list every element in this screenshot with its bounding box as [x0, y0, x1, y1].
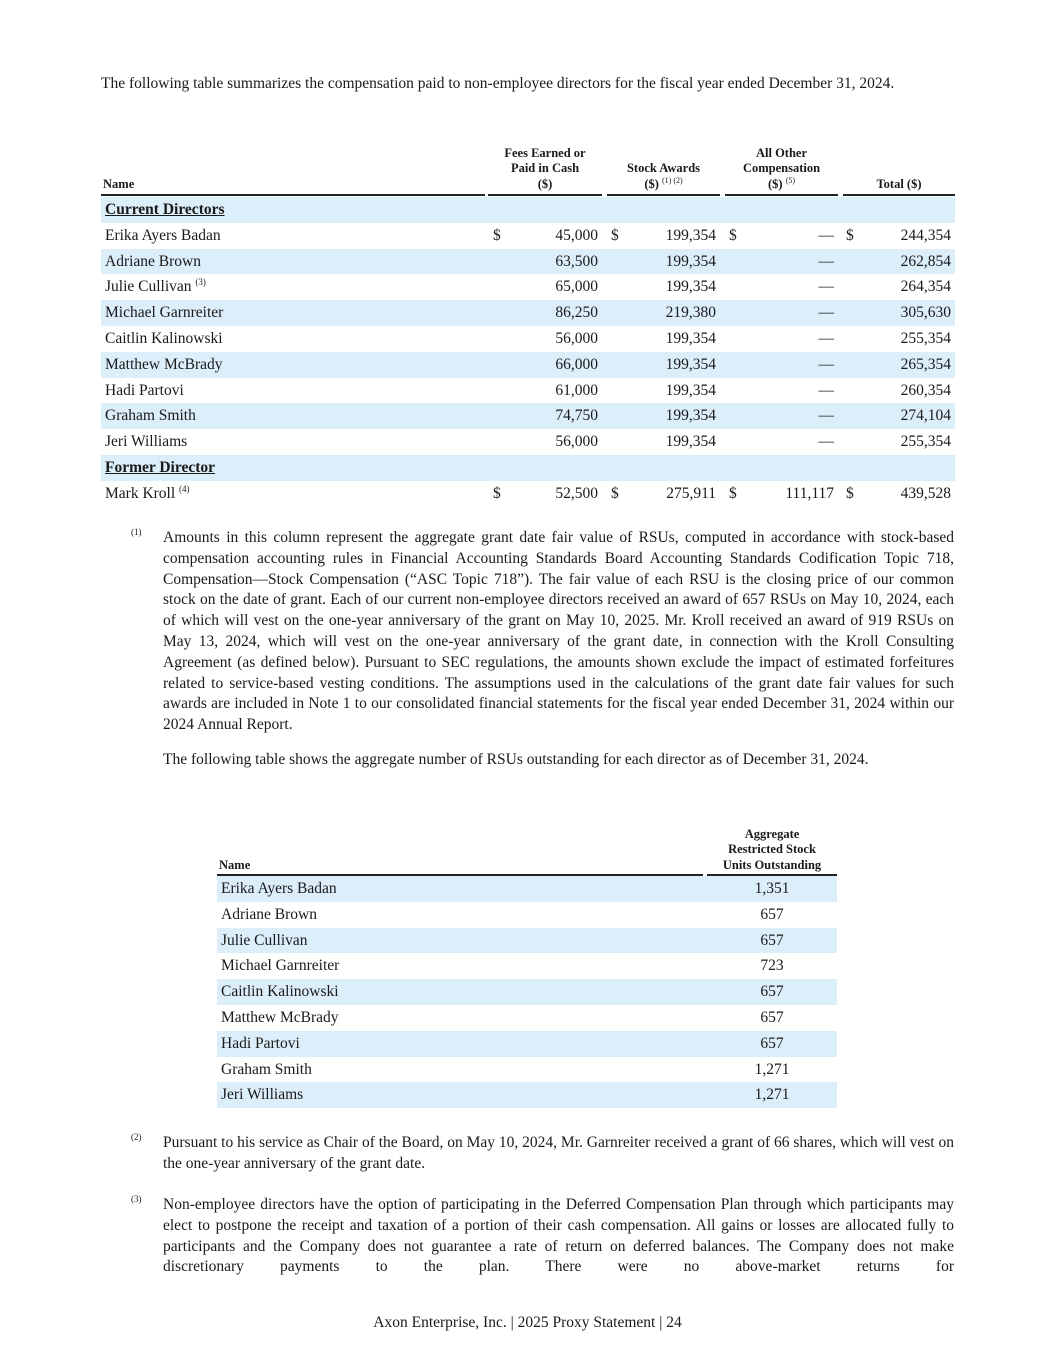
- currency-symbol: $: [611, 226, 619, 244]
- page-footer: Axon Enterprise, Inc. | 2025 Proxy Statement | 24: [373, 1314, 682, 1331]
- stock-value: 199,354: [665, 407, 716, 425]
- rsu-units-value: 657: [760, 1034, 784, 1052]
- total-value: 260,354: [900, 381, 951, 399]
- director-name: Graham Smith: [105, 407, 196, 425]
- rsu-header-name: [217, 858, 703, 877]
- table-row: [101, 403, 955, 429]
- rsu-units-value: 723: [760, 957, 784, 975]
- intro-paragraph: The following table summarizes the compensation paid to non-employee directors for the fiscal year ended December 31, 2024.: [101, 75, 895, 92]
- section-row-former-director: [101, 455, 955, 481]
- fees-value: 65,000: [555, 278, 598, 296]
- table-row: [101, 429, 955, 455]
- director-name: Jeri Williams: [105, 433, 188, 451]
- total-value: 305,630: [900, 304, 951, 322]
- fees-value: 61,000: [555, 381, 598, 399]
- currency-symbol: $: [493, 226, 501, 244]
- currency-symbol: $: [729, 226, 737, 244]
- table-row: [101, 481, 955, 507]
- table-row: [101, 300, 955, 326]
- header-stock-line1: Stock Awards: [626, 161, 701, 175]
- header-total: [843, 177, 955, 197]
- stock-value: 275,911: [666, 484, 716, 502]
- table-row: [217, 1031, 837, 1057]
- rsu-units-value: 1,271: [754, 1086, 790, 1104]
- fees-value: 56,000: [555, 329, 598, 347]
- table-row: [217, 1057, 837, 1083]
- table-row: [101, 223, 955, 249]
- director-name: Hadi Partovi: [105, 381, 184, 399]
- table-row: [217, 928, 837, 954]
- other-value: —: [818, 226, 834, 244]
- header-stock: [607, 161, 720, 196]
- director-name: Mark Kroll $^{(4)}$: [105, 483, 190, 502]
- total-value: 244,354: [900, 226, 951, 244]
- currency-symbol: $: [846, 226, 854, 244]
- rsu-header-units-line3: Units Outstanding: [722, 857, 822, 872]
- header-fees-line2: Paid in Cash: [510, 161, 580, 175]
- rsu-units-value: 657: [760, 931, 784, 949]
- footnote-2-text: Pursuant to his service as Chair of the Board, on May 10, 2024, Mr. Garnreiter received a grant of 66 shares, which will vest on the one-year anniversary of the grant date.: [163, 1134, 954, 1172]
- stock-value: 199,354: [665, 278, 716, 296]
- header-fees-line3: ($): [537, 176, 553, 191]
- total-value: 274,104: [900, 407, 951, 425]
- rsu-units-value: 657: [760, 905, 784, 923]
- director-name: Adriane Brown: [221, 905, 317, 923]
- director-name: Jeri Williams: [221, 1086, 304, 1104]
- header-stock-footnote-ref: (1) (2): [662, 175, 683, 185]
- header-total-label: Total ($): [876, 176, 922, 191]
- table-row: [101, 352, 955, 378]
- fees-value: 86,250: [555, 304, 598, 322]
- stock-value: 199,354: [665, 226, 716, 244]
- fees-value: 74,750: [555, 407, 598, 425]
- director-name: Erika Ayers Badan: [105, 226, 221, 244]
- footnote-1-marker: (1): [131, 527, 142, 537]
- total-value: 439,528: [900, 484, 951, 502]
- comp-table-header: [101, 144, 955, 196]
- table-row: [101, 274, 955, 300]
- other-value: —: [818, 407, 834, 425]
- table-row: [101, 326, 955, 352]
- footnote-1-text: Amounts in this column represent the aggregate grant date fair value of RSUs, computed in accordance with stock-based compensation accounting rules in Financial Accounting Standards Board Accounting Standards Codification Topic 718, Compensation—Stock Compensation (“ASC Topic 718”). The fair value of each RSU is the closing price of our common stock on the date of grant. Each of our current non-employee directors received an award of 657 RSUs on May 10, 2024, each of which will vest on the one-year anniversary of the grant on May 10, 2025. Mr. Kroll received an award of 919 RSUs on May 13, 2024, which will vest on the one-year anniversary of the grant date, in connection with the Kroll Consulting Agreement (as defined below). Pursuant to SEC regulations, the amounts shown exclude the impact of estimated forfeitures related to service-based vesting conditions. The assumptions used in the calculations of the grant date fair values for such awards are included in Note 1 to our consolidated financial statements for the fiscal year ended December 31, 2024 within our 2024 Annual Report.: [163, 529, 954, 734]
- fees-value: 45,000: [555, 226, 598, 244]
- director-name: Matthew McBrady: [105, 355, 223, 373]
- total-value: 265,354: [900, 355, 951, 373]
- director-name: Julie Cullivan $^{(3)}$: [105, 277, 206, 296]
- director-name: Michael Garnreiter: [105, 304, 224, 322]
- footnote-ref: (3): [195, 277, 206, 288]
- director-name: Erika Ayers Badan: [221, 880, 337, 897]
- rsu-table-intro: The following table shows the aggregate number of RSUs outstanding for each director as of December 31, 2024.: [163, 751, 869, 768]
- currency-symbol: $: [611, 484, 619, 502]
- comp-table-body: [101, 197, 955, 507]
- director-name: Graham Smith: [221, 1060, 312, 1078]
- other-value: —: [818, 252, 834, 270]
- fees-value: 63,500: [555, 252, 598, 270]
- total-value: 255,354: [900, 329, 951, 347]
- rsu-header-units-line1: Aggregate: [744, 826, 800, 841]
- rsu-units-value: 657: [760, 983, 784, 1001]
- director-name: Michael Garnreiter: [221, 957, 340, 975]
- header-stock-line2: [607, 177, 720, 193]
- table-row: [217, 1005, 837, 1031]
- director-name: Matthew McBrady: [221, 1008, 339, 1026]
- fees-value: 52,500: [555, 484, 598, 502]
- table-row: [217, 1082, 837, 1108]
- rsu-header-units-line2: Restricted Stock: [728, 842, 816, 856]
- header-other-line1: All Other: [755, 145, 808, 160]
- stock-value: 199,354: [665, 381, 716, 399]
- currency-symbol: $: [846, 484, 854, 502]
- table-row: [217, 979, 837, 1005]
- rsu-header-name-label: Name: [219, 857, 251, 872]
- stock-value: 199,354: [665, 355, 716, 373]
- fees-value: 66,000: [555, 355, 598, 373]
- currency-symbol: $: [493, 484, 501, 502]
- other-value: —: [818, 433, 834, 451]
- rsu-header-units: [707, 827, 837, 877]
- header-other-footnote-ref: (5): [785, 175, 796, 185]
- header-fees-line1: Fees Earned or: [504, 145, 586, 160]
- total-value: 262,854: [900, 252, 951, 270]
- stock-value: 199,354: [665, 329, 716, 347]
- rsu-units-value: 1,351: [754, 880, 790, 897]
- section-row-current-directors: [101, 197, 955, 223]
- director-name: Caitlin Kalinowski: [105, 329, 223, 347]
- table-row: [101, 378, 955, 404]
- header-name-label: Name: [103, 176, 135, 191]
- other-value: —: [818, 304, 834, 322]
- rsu-units-value: 657: [760, 1008, 784, 1026]
- director-name: Julie Cullivan: [221, 931, 308, 949]
- footnote-3-text: Non-employee directors have the option of participating in the Deferred Compensation Plan through which participants may elect to postpone the receipt and taxation of a portion of their cash compensation. All gains or losses are allocated fully to participants and the Company does not guarantee a rate of return on deferred balances. The Company does not make discretionary payments to the plan. There were no above-market returns for: [163, 1196, 954, 1276]
- section-label: Former Director: [105, 458, 216, 476]
- table-row: [101, 249, 955, 275]
- table-row: [217, 876, 837, 902]
- director-name: Caitlin Kalinowski: [221, 983, 339, 1001]
- header-other-line3: [725, 177, 838, 193]
- total-value: 264,354: [900, 278, 951, 296]
- footnote-2-marker: (2): [131, 1132, 142, 1142]
- fees-value: 56,000: [555, 433, 598, 451]
- header-fees: [488, 146, 602, 197]
- other-value: —: [818, 355, 834, 373]
- rsu-table-body: [217, 876, 837, 1108]
- currency-symbol: $: [729, 484, 737, 502]
- footnote-3-marker: (3): [131, 1194, 142, 1204]
- section-label: Current Directors: [105, 201, 225, 218]
- rsu-units-value: 1,271: [754, 1060, 790, 1078]
- footnote-ref: (4): [179, 483, 190, 494]
- header-other: [725, 146, 838, 197]
- stock-value: 219,380: [665, 304, 716, 322]
- header-other-line2: Compensation: [742, 161, 821, 175]
- other-value: —: [818, 381, 834, 399]
- director-name: Hadi Partovi: [221, 1034, 300, 1052]
- table-row: [217, 902, 837, 928]
- header-other-unit: ($): [767, 176, 783, 191]
- stock-value: 199,354: [665, 433, 716, 451]
- header-name: [101, 177, 485, 197]
- director-name: Adriane Brown: [105, 252, 201, 270]
- other-value: —: [818, 278, 834, 296]
- header-stock-unit: ($): [644, 176, 659, 191]
- table-row: [217, 953, 837, 979]
- stock-value: 199,354: [665, 252, 716, 270]
- other-value: —: [818, 329, 834, 347]
- total-value: 255,354: [900, 433, 951, 451]
- other-value: 111,117: [785, 484, 834, 502]
- rsu-table-header: [217, 824, 837, 876]
